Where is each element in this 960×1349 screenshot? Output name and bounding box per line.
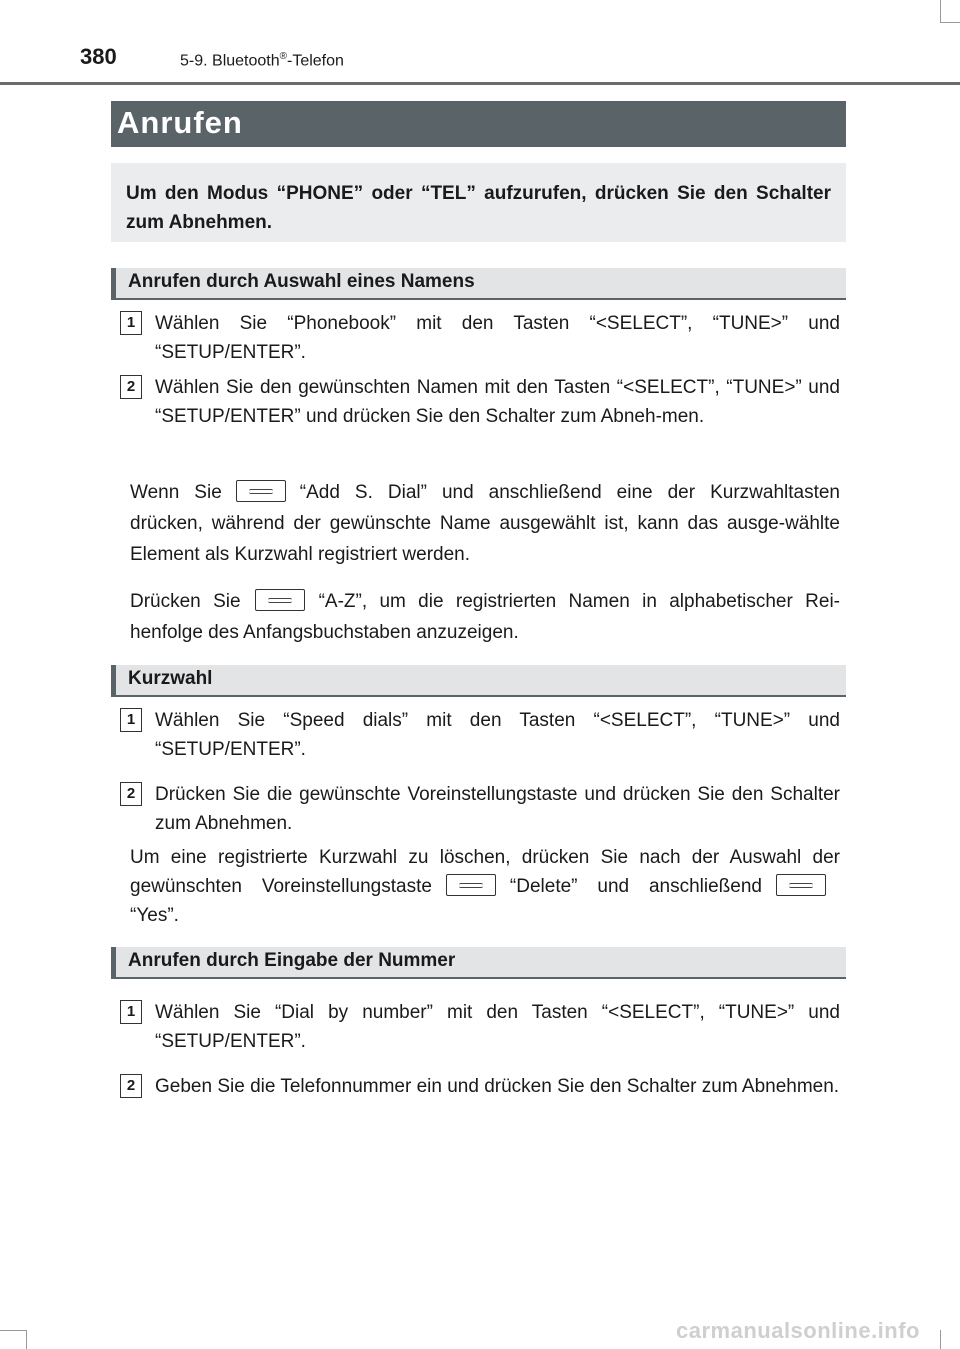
crop-mark: [0, 1330, 26, 1331]
crop-mark: [940, 22, 960, 23]
section-heading-name: [111, 268, 846, 300]
option-button-icon: [776, 874, 826, 896]
step-number: 1: [120, 708, 142, 732]
note-text: “A-Z”, um die registrierten Namen in alphabetischer Rei-henfolge des Anfangsbuchstaben anzuzeigen.: [130, 591, 840, 643]
step-1: [120, 706, 840, 764]
step-text: Wählen Sie “Dial by number” mit den Tasten “<SELECT”, “TUNE>” und “SETUP/ENTER”.: [155, 1002, 840, 1052]
step-1: [120, 309, 840, 367]
section-heading-speed-dial: [111, 665, 846, 697]
step-number: 2: [120, 782, 142, 806]
step-number: 2: [120, 375, 142, 399]
crop-mark: [26, 1330, 27, 1349]
step-number: 1: [120, 1000, 142, 1024]
note-delete-speed-dial: [130, 843, 840, 930]
header-rule: [0, 82, 960, 85]
option-button-icon: [236, 480, 286, 502]
crop-mark: [940, 1330, 941, 1349]
step-text: Geben Sie die Telefonnummer ein und drücken Sie den Schalter zum Abnehmen.: [155, 1076, 840, 1097]
breadcrumb: [180, 51, 344, 70]
step-2: [120, 780, 840, 838]
note-text: Um eine registrierte Kurzwahl zu löschen, drücken Sie nach der Auswahl der gewünschten Voreinstellungstaste: [130, 847, 840, 897]
chapter-title: Anrufen: [117, 105, 243, 140]
watermark: carmanualsonline.info: [676, 1318, 920, 1343]
note-text: Wenn Sie: [130, 482, 222, 503]
intro-box: [111, 163, 846, 242]
note-text: Drücken Sie: [130, 591, 241, 612]
page-number: 380: [80, 44, 117, 69]
section-heading-text: Anrufen durch Auswahl eines Namens: [128, 271, 475, 292]
step-2: [120, 1072, 840, 1101]
option-button-icon: [255, 589, 305, 611]
breadcrumb-prefix: 5-9. Bluetooth: [180, 52, 280, 70]
step-1: [120, 998, 840, 1056]
step-2: [120, 373, 840, 431]
section-heading-dial-number: [111, 947, 846, 979]
breadcrumb-suffix: -Telefon: [287, 52, 344, 70]
step-number: 2: [120, 1074, 142, 1098]
registered-mark: ®: [279, 51, 287, 62]
note-text: “Yes”.: [130, 905, 179, 926]
note-text: “Delete” und anschließend: [509, 876, 762, 897]
step-text: Wählen Sie “Speed dials” mit den Tasten “<SELECT”, “TUNE>” und “SETUP/ENTER”.: [155, 710, 840, 760]
step-text: Wählen Sie “Phonebook” mit den Tasten “<SELECT”, “TUNE>” und “SETUP/ENTER”.: [155, 313, 840, 363]
step-text: Drücken Sie die gewünschte Voreinstellungstaste und drücken Sie den Schalter zum Abnehmen.: [155, 784, 840, 834]
note-text: “Add S. Dial” und anschließend eine der Kurzwahltasten drücken, während der gewünschte Name ausgewählt ist, kann das ausge-wählte Element als Kurzwahl registriert werden.: [130, 482, 840, 565]
note-a-z: [130, 586, 840, 648]
chapter-title-bar: [111, 101, 846, 147]
section-heading-text: Anrufen durch Eingabe der Nummer: [128, 950, 456, 971]
option-button-icon: [446, 874, 496, 896]
step-number: 1: [120, 311, 142, 335]
note-add-speed-dial: [130, 477, 840, 570]
intro-text: Um den Modus “PHONE” oder “TEL” aufzurufen, drücken Sie den Schalter zum Abnehmen.: [126, 183, 831, 233]
section-heading-text: Kurzwahl: [128, 668, 213, 689]
step-text: Wählen Sie den gewünschten Namen mit den Tasten “<SELECT”, “TUNE>” und “SETUP/ENTER” und drücken Sie den Schalter zum Abneh-men.: [155, 377, 840, 427]
crop-mark: [940, 0, 941, 22]
